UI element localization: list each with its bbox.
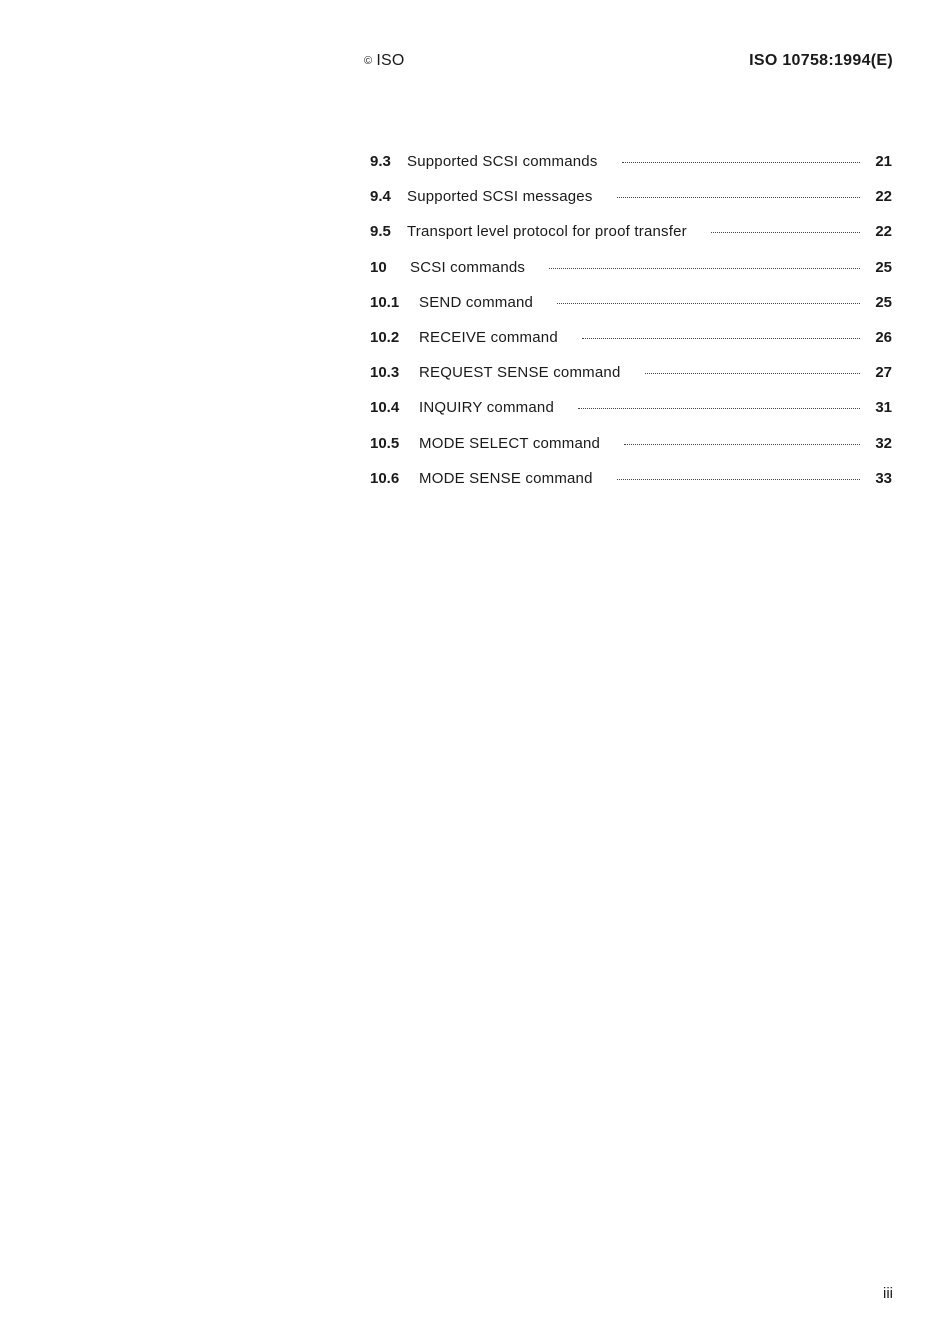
page-number: iii	[883, 1285, 893, 1302]
toc-entry-page: 27	[875, 364, 892, 382]
toc-entry-title: Supported SCSI messages	[407, 188, 593, 206]
toc-leader-dots	[711, 232, 860, 233]
toc-entry	[370, 259, 892, 294]
toc-entry	[370, 329, 892, 364]
toc-entry-title: Transport level protocol for proof transfer	[407, 223, 687, 241]
toc-leader-dots	[617, 479, 860, 480]
header-publisher: ISO	[376, 52, 405, 69]
toc-entry-number: 10.4	[370, 399, 400, 417]
toc-entry-page: 25	[875, 258, 892, 276]
toc-entry-number: 9.3	[370, 153, 391, 170]
toc-leader-dots	[578, 408, 860, 409]
toc-entry-title: RECEIVE command	[419, 328, 558, 346]
toc-entry-number: 9.4	[370, 188, 391, 206]
toc-entry-page: 32	[875, 434, 892, 452]
toc-leader-dots	[617, 197, 860, 198]
toc-entry-title: SEND command	[419, 293, 534, 311]
toc-entry-page: 33	[875, 469, 892, 487]
toc-entry-page: 22	[875, 188, 892, 206]
toc-entry-number: 10	[370, 258, 387, 276]
toc-entry-page: 22	[875, 223, 892, 241]
toc-entry	[370, 223, 892, 258]
toc-entry-page: 26	[875, 328, 892, 346]
toc-entry-page: 25	[875, 293, 892, 311]
toc-entry-number: 10.5	[370, 434, 400, 452]
toc-entry	[370, 153, 892, 188]
toc-entry-title: REQUEST SENSE command	[419, 364, 621, 382]
toc-entry	[370, 294, 892, 329]
toc-entry	[370, 188, 892, 223]
header-standard-id: ISO 10758:1994(E)	[749, 52, 893, 69]
toc-leader-dots	[622, 162, 860, 163]
toc-entry-title: MODE SENSE command	[419, 469, 593, 487]
toc-entry-title: SCSI commands	[410, 258, 526, 276]
toc-leader-dots	[549, 268, 860, 269]
toc-entry	[370, 470, 892, 505]
toc-entry-number: 10.1	[370, 293, 400, 311]
toc-entry	[370, 435, 892, 470]
toc-entry-number: 9.5	[370, 223, 391, 241]
header-copyright	[364, 52, 404, 70]
toc-entry	[370, 364, 892, 399]
toc-leader-dots	[582, 338, 860, 339]
toc-entry-number: 10.6	[370, 469, 400, 487]
toc-leader-dots	[645, 373, 861, 374]
toc-entry-number: 10.2	[370, 328, 400, 346]
toc-entry-page: 21	[875, 153, 892, 170]
table-of-contents	[370, 153, 892, 505]
toc-entry-title: INQUIRY command	[419, 399, 554, 417]
copyright-icon: ©	[364, 55, 373, 67]
toc-entry-page: 31	[875, 399, 892, 417]
toc-entry-title: Supported SCSI commands	[407, 153, 598, 170]
toc-entry	[370, 399, 892, 434]
toc-leader-dots	[624, 444, 860, 445]
toc-entry-title: MODE SELECT command	[419, 434, 601, 452]
toc-entry-number: 10.3	[370, 364, 400, 382]
toc-leader-dots	[557, 303, 860, 304]
